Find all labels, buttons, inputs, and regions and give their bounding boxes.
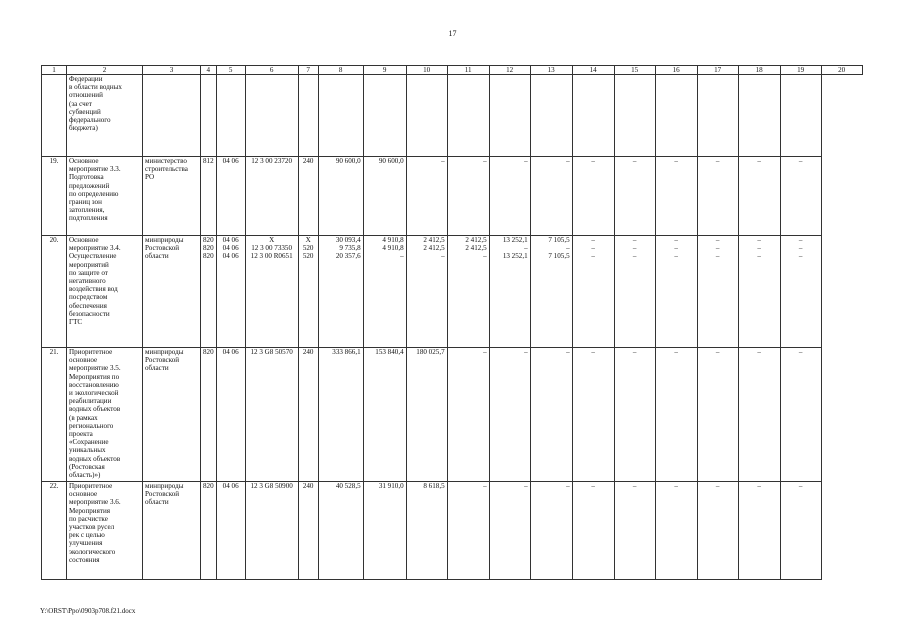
data-cell-col-13 (530, 236, 572, 348)
measure-name-line: основное (69, 356, 98, 365)
cell-value: – (798, 236, 803, 244)
cell-value: – (715, 252, 720, 261)
cell-value: – (674, 244, 678, 253)
cell-value: – (715, 348, 720, 356)
cell-value: – (632, 482, 637, 490)
measure-name-line: Приоритетное (69, 482, 113, 490)
cell-value: – (632, 157, 637, 165)
cell-value: – (400, 252, 404, 261)
cell-value: – (591, 482, 595, 490)
cell-value: 7 105,5 (548, 236, 570, 244)
measure-name-line: обеспечения (69, 301, 107, 310)
data-cell-col-5 (216, 75, 245, 157)
cell-value: 13 252,1 (502, 236, 528, 244)
cell-value: 240 (302, 348, 314, 356)
budget-table (41, 65, 863, 580)
cell-value: – (757, 157, 761, 165)
cell-value: – (441, 252, 445, 261)
data-cell-col-13 (530, 482, 572, 580)
data-cell-col-16 (655, 482, 697, 580)
column-header-5: 5 (216, 66, 245, 75)
data-cell-col-7 (298, 348, 318, 482)
cell-value: – (632, 252, 637, 261)
measure-name-line: в области водных (69, 83, 122, 92)
cell-value: – (632, 244, 637, 253)
data-cell-col-10 (406, 75, 447, 157)
file-path-footer: Y:\ORST\Ppo\0903p708.f21.docx (40, 607, 136, 615)
executor-line: Ростовской (145, 244, 180, 253)
cell-value: 30 093,4 (335, 236, 361, 244)
cell-value: – (591, 236, 595, 244)
data-cell-col-15 (614, 348, 655, 482)
row-number (42, 75, 67, 157)
table-row (42, 348, 863, 482)
column-header-10: 10 (406, 66, 447, 75)
cell-value: – (798, 157, 803, 165)
cell-value: 4 910,8 (382, 236, 404, 244)
data-cell-col-19 (780, 236, 821, 348)
cell-value: 9 735,8 (339, 244, 361, 253)
data-cell-col-7 (298, 236, 318, 348)
measure-name-line: мероприятие 3.6. (69, 498, 121, 507)
data-cell-col-8 (318, 236, 363, 348)
measure-name-line: по определению (69, 189, 119, 198)
data-cell-col-11 (447, 482, 489, 580)
measure-name-line: и экологической (69, 389, 119, 398)
data-cell-col-14 (572, 157, 614, 236)
data-cell-col-19 (780, 75, 821, 157)
table-row (42, 157, 863, 236)
column-header-17: 17 (697, 66, 738, 75)
measure-name-line: восстановлению (69, 380, 119, 389)
column-header-12: 12 (489, 66, 530, 75)
measure-name (67, 236, 143, 348)
data-cell-col-9 (363, 157, 406, 236)
executor-line: области (145, 364, 169, 373)
measure-name-line: Мероприятия по (69, 372, 120, 381)
cell-value: – (524, 157, 528, 165)
column-header-8: 8 (318, 66, 363, 75)
cell-value: – (798, 244, 803, 253)
table-row (42, 75, 863, 157)
cell-value: 12 3 00 73350 (251, 244, 293, 253)
measure-name-line: проекта (69, 430, 93, 439)
measure-name-line: мероприятие 3.5. (69, 364, 121, 373)
measure-name-line: Федерации (69, 75, 103, 83)
measure-name-line: регионального (69, 421, 114, 430)
executor-name (143, 348, 201, 482)
cell-value: 240 (302, 482, 314, 490)
executor-line: Ростовской (145, 490, 180, 499)
measure-name (67, 157, 143, 236)
data-cell-col-14 (572, 236, 614, 348)
data-cell-col-5 (216, 157, 245, 236)
data-cell-col-19 (780, 348, 821, 482)
column-header-18: 18 (738, 66, 780, 75)
data-cell-col-9 (363, 236, 406, 348)
row-number: 22. (42, 482, 67, 580)
measure-name-line: границ зон (69, 198, 102, 207)
data-cell-col-6 (245, 75, 298, 157)
data-cell-col-4 (201, 75, 217, 157)
cell-value: 12 3 G8 50900 (250, 482, 293, 490)
measure-name-line: Осуществление (69, 252, 117, 261)
cell-value: 2 412,5 (465, 236, 487, 244)
column-header-13: 13 (530, 66, 572, 75)
cell-value: 04 06 (222, 252, 239, 261)
measure-name-line: Подготовка (69, 173, 104, 182)
table-row (42, 236, 863, 348)
cell-value: – (798, 348, 803, 356)
measure-name-line: отношений (69, 91, 103, 100)
cell-value: – (566, 348, 570, 356)
table-row (42, 482, 863, 580)
measure-name-line: Мероприятия (69, 506, 111, 515)
data-cell-col-17 (697, 157, 738, 236)
cell-value: – (591, 157, 595, 165)
column-header-16: 16 (655, 66, 697, 75)
column-header-4: 4 (201, 66, 217, 75)
data-cell-col-8 (318, 482, 363, 580)
data-cell-col-11 (447, 348, 489, 482)
data-cell-col-7 (298, 157, 318, 236)
data-cell-col-5 (216, 348, 245, 482)
cell-value: 04 06 (222, 244, 239, 253)
cell-value: – (483, 348, 487, 356)
cell-value: 820 (203, 252, 214, 261)
measure-name-line: негативного (69, 277, 106, 286)
cell-value: 40 528,5 (335, 482, 361, 490)
cell-value: – (524, 482, 528, 490)
column-header-1: 1 (42, 66, 67, 75)
data-cell-col-10 (406, 236, 447, 348)
header-row (42, 66, 863, 75)
measure-name-line: реабилитации (69, 397, 112, 406)
cell-value: – (757, 482, 761, 490)
data-cell-col-19 (780, 482, 821, 580)
data-cell-col-16 (655, 348, 697, 482)
cell-value: – (674, 157, 678, 165)
cell-value: 4 910,8 (382, 244, 404, 253)
cell-value: 20 357,6 (335, 252, 361, 261)
data-cell-col-15 (614, 236, 655, 348)
cell-value: – (674, 482, 678, 490)
data-cell-col-16 (655, 157, 697, 236)
data-cell-col-17 (697, 75, 738, 157)
data-cell-col-8 (318, 75, 363, 157)
measure-name-line: подтопления (69, 214, 108, 223)
cell-value: – (674, 236, 678, 244)
column-header-14: 14 (572, 66, 614, 75)
data-cell-col-14 (572, 348, 614, 482)
data-cell-col-12 (489, 75, 530, 157)
data-cell-col-15 (614, 157, 655, 236)
data-cell-col-18 (738, 236, 780, 348)
cell-value: – (591, 348, 595, 356)
data-cell-col-17 (697, 348, 738, 482)
measure-name-line: основное (69, 490, 98, 499)
measure-name-line: экологического (69, 547, 116, 556)
measure-name-line: рек с целью (69, 531, 105, 540)
cell-value: – (632, 236, 637, 244)
row-number: 19. (42, 157, 67, 236)
cell-value: – (715, 244, 720, 253)
cell-value: 240 (302, 157, 314, 165)
row-number: 20. (42, 236, 67, 348)
measure-name-line: затопления, (69, 206, 105, 215)
cell-value: 812 (203, 157, 214, 165)
data-cell-col-11 (447, 75, 489, 157)
data-cell-col-16 (655, 75, 697, 157)
measure-name-line: предложений (69, 181, 110, 190)
data-cell-col-10 (406, 482, 447, 580)
measure-name-line: (в рамках (69, 413, 98, 422)
data-cell-col-17 (697, 236, 738, 348)
cell-value: 820 (203, 348, 214, 356)
measure-name-line: федерального (69, 116, 111, 125)
column-header-2: 2 (67, 66, 143, 75)
data-cell-col-8 (318, 348, 363, 482)
data-cell-col-4 (201, 482, 217, 580)
column-header-20: 20 (821, 66, 862, 75)
data-cell-col-5 (216, 482, 245, 580)
executor-line: министерство (145, 157, 187, 165)
measure-name-line: посредством (69, 293, 108, 302)
cell-value: 2 412,5 (423, 236, 445, 244)
cell-value: – (715, 157, 720, 165)
data-cell-col-14 (572, 482, 614, 580)
cell-value: – (591, 252, 595, 261)
measure-name-line: (за счет (69, 99, 92, 108)
cell-value: 04 06 (222, 157, 239, 165)
cell-value: 333 866,1 (332, 348, 361, 356)
measure-name-line: мероприятие 3.3. (69, 165, 121, 174)
cell-value: – (757, 252, 761, 261)
executor-line: минприроды (145, 482, 184, 490)
cell-value: 04 06 (222, 482, 239, 490)
measure-name-line: «Сохранение (69, 438, 109, 447)
cell-value: 90 600,0 (378, 157, 404, 165)
cell-value: 13 252,1 (502, 252, 528, 261)
cell-value: Х (305, 236, 311, 244)
data-cell-col-12 (489, 348, 530, 482)
cell-value: – (566, 482, 570, 490)
cell-value: – (524, 348, 528, 356)
measure-name-line: ГТС (69, 318, 83, 327)
cell-value: – (483, 252, 487, 261)
measure-name-line: водных объектов (69, 405, 121, 414)
column-header-6: 6 (245, 66, 298, 75)
cell-value: – (798, 252, 803, 261)
measure-name-line: безопасности (69, 309, 110, 318)
data-cell-col-18 (738, 75, 780, 157)
data-cell-col-5 (216, 236, 245, 348)
column-header-19: 19 (780, 66, 821, 75)
executor-line: области (145, 498, 169, 507)
cell-value: 8 618,5 (423, 482, 445, 490)
measure-name-line: по расчистке (69, 514, 108, 523)
column-header-11: 11 (447, 66, 489, 75)
measure-name-line: по защите от (69, 268, 108, 277)
measure-name-line: (Ростовская (69, 462, 105, 471)
data-cell-col-9 (363, 482, 406, 580)
cell-value: 520 (302, 244, 314, 253)
cell-value: 7 105,5 (548, 252, 570, 261)
data-cell-col-12 (489, 236, 530, 348)
executor-line: строительства (145, 165, 188, 174)
cell-value: – (566, 157, 570, 165)
row-number: 21. (42, 348, 67, 482)
measure-name-line: воздействия вод (69, 285, 118, 294)
measure-name-line: бюджета) (69, 124, 98, 133)
data-cell-col-12 (489, 157, 530, 236)
measure-name-line: Основное (69, 236, 99, 244)
cell-value: – (566, 244, 570, 253)
data-cell-col-4 (201, 236, 217, 348)
executor-line: Ростовской (145, 356, 180, 365)
data-cell-col-7 (298, 482, 318, 580)
cell-value: 2 412,5 (465, 244, 487, 253)
measure-name (67, 75, 143, 157)
cell-value: – (757, 244, 761, 253)
measure-name (67, 482, 143, 580)
data-cell-col-6 (245, 157, 298, 236)
column-header-3: 3 (143, 66, 201, 75)
data-cell-col-6 (245, 236, 298, 348)
data-cell-col-9 (363, 75, 406, 157)
measure-name-line: улучшения (69, 539, 103, 548)
measure-name-line: Основное (69, 157, 99, 165)
data-cell-col-18 (738, 157, 780, 236)
executor-name (143, 157, 201, 236)
cell-value: – (441, 157, 445, 165)
measure-name-line: Приоритетное (69, 348, 113, 356)
executor-name (143, 482, 201, 580)
data-cell-col-6 (245, 348, 298, 482)
measure-name-line: состояния (69, 555, 100, 564)
page-number: 17 (448, 29, 457, 38)
executor-line: РО (145, 173, 155, 182)
cell-value: 820 (203, 244, 214, 253)
data-cell-col-18 (738, 348, 780, 482)
data-cell-col-13 (530, 75, 572, 157)
executor-name (143, 75, 201, 157)
cell-value: 2 412,5 (423, 244, 445, 253)
measure-name-line: субвенций (69, 107, 101, 116)
measure-name-line: водных объектов (69, 454, 121, 463)
column-header-9: 9 (363, 66, 406, 75)
cell-value: 04 06 (222, 348, 239, 356)
executor-line: области (145, 252, 169, 261)
data-cell-col-4 (201, 348, 217, 482)
column-header-7: 7 (298, 66, 318, 75)
cell-value: – (483, 482, 487, 490)
cell-value: – (715, 236, 720, 244)
measure-name-line: мероприятий (69, 260, 109, 269)
cell-value: 820 (203, 236, 214, 244)
cell-value: 180 025,7 (416, 348, 445, 356)
data-cell-col-6 (245, 482, 298, 580)
cell-value: Х (269, 236, 275, 244)
data-cell-col-15 (614, 75, 655, 157)
cell-value: – (757, 348, 761, 356)
cell-value: 12 3 G8 50570 (250, 348, 293, 356)
cell-value: 520 (302, 252, 314, 261)
data-cell-col-18 (738, 482, 780, 580)
cell-value: 820 (203, 482, 214, 490)
cell-value: 12 3 00 R0651 (250, 252, 293, 261)
cell-value: 04 06 (222, 236, 239, 244)
data-cell-col-7 (298, 75, 318, 157)
cell-value: – (798, 482, 803, 490)
cell-value: – (591, 244, 595, 253)
cell-value: – (632, 348, 637, 356)
executor-line: минприроды (145, 348, 184, 356)
data-cell-col-10 (406, 157, 447, 236)
data-cell-col-9 (363, 348, 406, 482)
data-cell-col-17 (697, 482, 738, 580)
measure-name-line: участков русел (69, 523, 115, 532)
data-cell-col-11 (447, 157, 489, 236)
cell-value: – (524, 244, 528, 253)
data-cell-col-19 (780, 157, 821, 236)
executor-line: минприроды (145, 236, 184, 244)
cell-value: 90 600,0 (335, 157, 361, 165)
data-cell-col-12 (489, 482, 530, 580)
cell-value: – (674, 252, 678, 261)
data-cell-col-13 (530, 157, 572, 236)
measure-name-line: мероприятие 3.4. (69, 244, 121, 253)
data-cell-col-4 (201, 157, 217, 236)
data-cell-col-8 (318, 157, 363, 236)
measure-name-line: область)») (69, 471, 101, 480)
data-cell-col-10 (406, 348, 447, 482)
measure-name (67, 348, 143, 482)
data-cell-col-11 (447, 236, 489, 348)
executor-name (143, 236, 201, 348)
column-header-15: 15 (614, 66, 655, 75)
cell-value: 153 840,4 (375, 348, 404, 356)
data-cell-col-13 (530, 348, 572, 482)
cell-value: 12 3 00 23720 (251, 157, 293, 165)
cell-value: – (483, 157, 487, 165)
cell-value: 31 910,0 (378, 482, 404, 490)
cell-value: – (715, 482, 720, 490)
data-cell-col-14 (572, 75, 614, 157)
cell-value: – (674, 348, 678, 356)
measure-name-line: уникальных (69, 446, 106, 455)
data-cell-col-15 (614, 482, 655, 580)
data-cell-col-16 (655, 236, 697, 348)
cell-value: – (757, 236, 761, 244)
